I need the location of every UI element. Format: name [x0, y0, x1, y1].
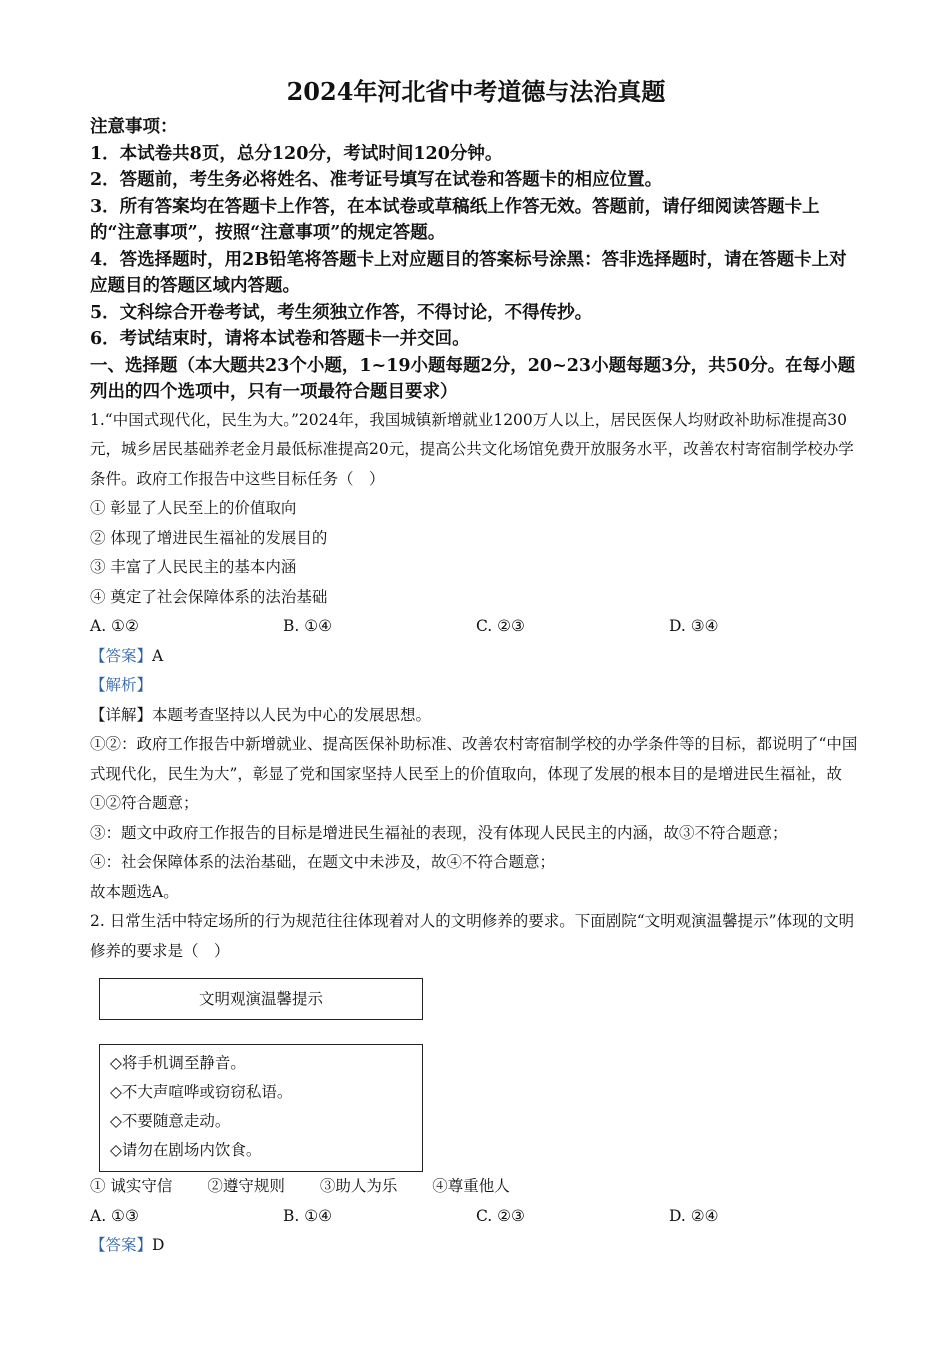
- question-2: [90, 907, 862, 1261]
- notice-item: 5．文科综合开卷考试，考生须独立作答，不得讨论，不得传抄。: [90, 302, 593, 323]
- notice-item: 2．答题前，考生务必将姓名、准考证号填写在试卷和答题卡的相应位置。: [90, 170, 663, 190]
- statement: ② 体现了增进民生福祉的发展目的: [90, 528, 328, 547]
- analysis-tag: 【解析】: [90, 676, 153, 694]
- explain-paragraph: 故本题选A。: [90, 882, 179, 901]
- explain-paragraph: ③：题文中政府工作报告的目标是增进民生福祉的表现，没有体现人民民主的内涵，故③不符合题意；: [90, 823, 788, 842]
- page-title: 2024年河北省中考道德与法治真题: [286, 77, 666, 106]
- explain-paragraph: ①②：政府工作报告中新增就业、提高医保补助标准、改善农村寄宿制学校的办学条件等的目标，都说明了“中国式现代化，民生为大”，彰显了党和国家坚持人民至上的价值取向，体现了发展的根本目的是增进民生福祉，故①②符合题意；: [90, 735, 858, 812]
- answer-options: [90, 612, 862, 642]
- question-stem: 1.“中国式现代化，民生为大。”2024年，我国城镇新增就业1200万人以上，居民医保人均财政补助标准提高30元，城乡居民基础养老金月最低标准提高20元，提高公共文化场馆免费开放服务水平，改善农村寄宿制学校办学条件。政府工作报告中这些目标任务（ ）: [90, 410, 854, 488]
- option-b: B. ①④: [283, 617, 333, 635]
- box-item: ◇请勿在剧场内饮食。: [110, 1141, 262, 1159]
- option-d: D. ②④: [669, 1206, 719, 1225]
- option-b: B. ①④: [283, 1206, 333, 1225]
- question-1: [90, 406, 862, 908]
- notice-item: 1．本试卷共8页，总分120分，考试时间120分钟。: [90, 143, 503, 164]
- statement: ③ 丰富了人民民主的基本内涵: [90, 558, 297, 576]
- answer-line: [90, 1231, 862, 1261]
- answer-line: [90, 642, 862, 672]
- notice-heading: 注意事项：: [90, 117, 178, 137]
- notice-box-list: [99, 1044, 423, 1172]
- statement: ① 诚实守信: [90, 1177, 173, 1195]
- detail-line: 【详解】本题考查坚持以人民为中心的发展思想。: [90, 705, 432, 724]
- option-d: D. ③④: [669, 617, 719, 635]
- statement: ④尊重他人: [432, 1177, 510, 1195]
- option-c: C. ②③: [476, 617, 525, 635]
- notice-item: 6．考试结束时，请将本试卷和答题卡一并交回。: [90, 329, 470, 349]
- option-c: C. ②③: [476, 1206, 525, 1225]
- notice-section: [90, 114, 862, 353]
- statement-row: [90, 1172, 862, 1202]
- document-page: [90, 72, 862, 1261]
- statement: ① 彰显了人民至上的价值取向: [90, 499, 297, 517]
- explain-paragraph: ④：社会保障体系的法治基础，在题文中未涉及，故④不符合题意；: [90, 853, 556, 871]
- notice-box-title: 文明观演温馨提示: [99, 978, 423, 1020]
- answer-tag: 【答案】: [90, 646, 153, 665]
- statement: ③助人为乐: [319, 1177, 398, 1195]
- box-item: ◇将手机调至静音。: [110, 1054, 246, 1072]
- answer-value: A: [152, 646, 164, 665]
- statement: ④ 奠定了社会保障体系的法治基础: [90, 587, 328, 606]
- notice-item: 4．答选择题时，用2B铅笔将答题卡上对应题目的答案标号涂黑：答非选择题时，请在答题卡上对应题目的答题区域内答题。: [90, 249, 847, 296]
- box-item: ◇不大声喧哗或窃窃私语。: [110, 1083, 293, 1101]
- answer-value: D: [152, 1236, 165, 1254]
- section-heading: 一、选择题（本大题共23个小题，1~19小题每题2分，20~23小题每题3分，共50分。在每小题列出的四个选项中，只有一项最符合题目要求）: [90, 355, 856, 402]
- answer-tag: 【答案】: [90, 1236, 153, 1254]
- answer-options: [90, 1202, 862, 1232]
- option-a: A. ①②: [90, 617, 139, 635]
- statement: ②遵守规则: [207, 1177, 285, 1195]
- notice-item: 3．所有答案均在答题卡上作答，在本试卷或草稿纸上作答无效。答题前，请仔细阅读答题卡上的“注意事项”，按照“注意事项”的规定答题。: [90, 196, 820, 243]
- box-item: ◇不要随意走动。: [110, 1112, 231, 1130]
- question-stem: 2. 日常生活中特定场所的行为规范往往体现着对人的文明修养的要求。下面剧院“文明观演温馨提示”体现的文明修养的要求是（ ）: [90, 912, 855, 960]
- option-a: A. ①③: [90, 1206, 139, 1225]
